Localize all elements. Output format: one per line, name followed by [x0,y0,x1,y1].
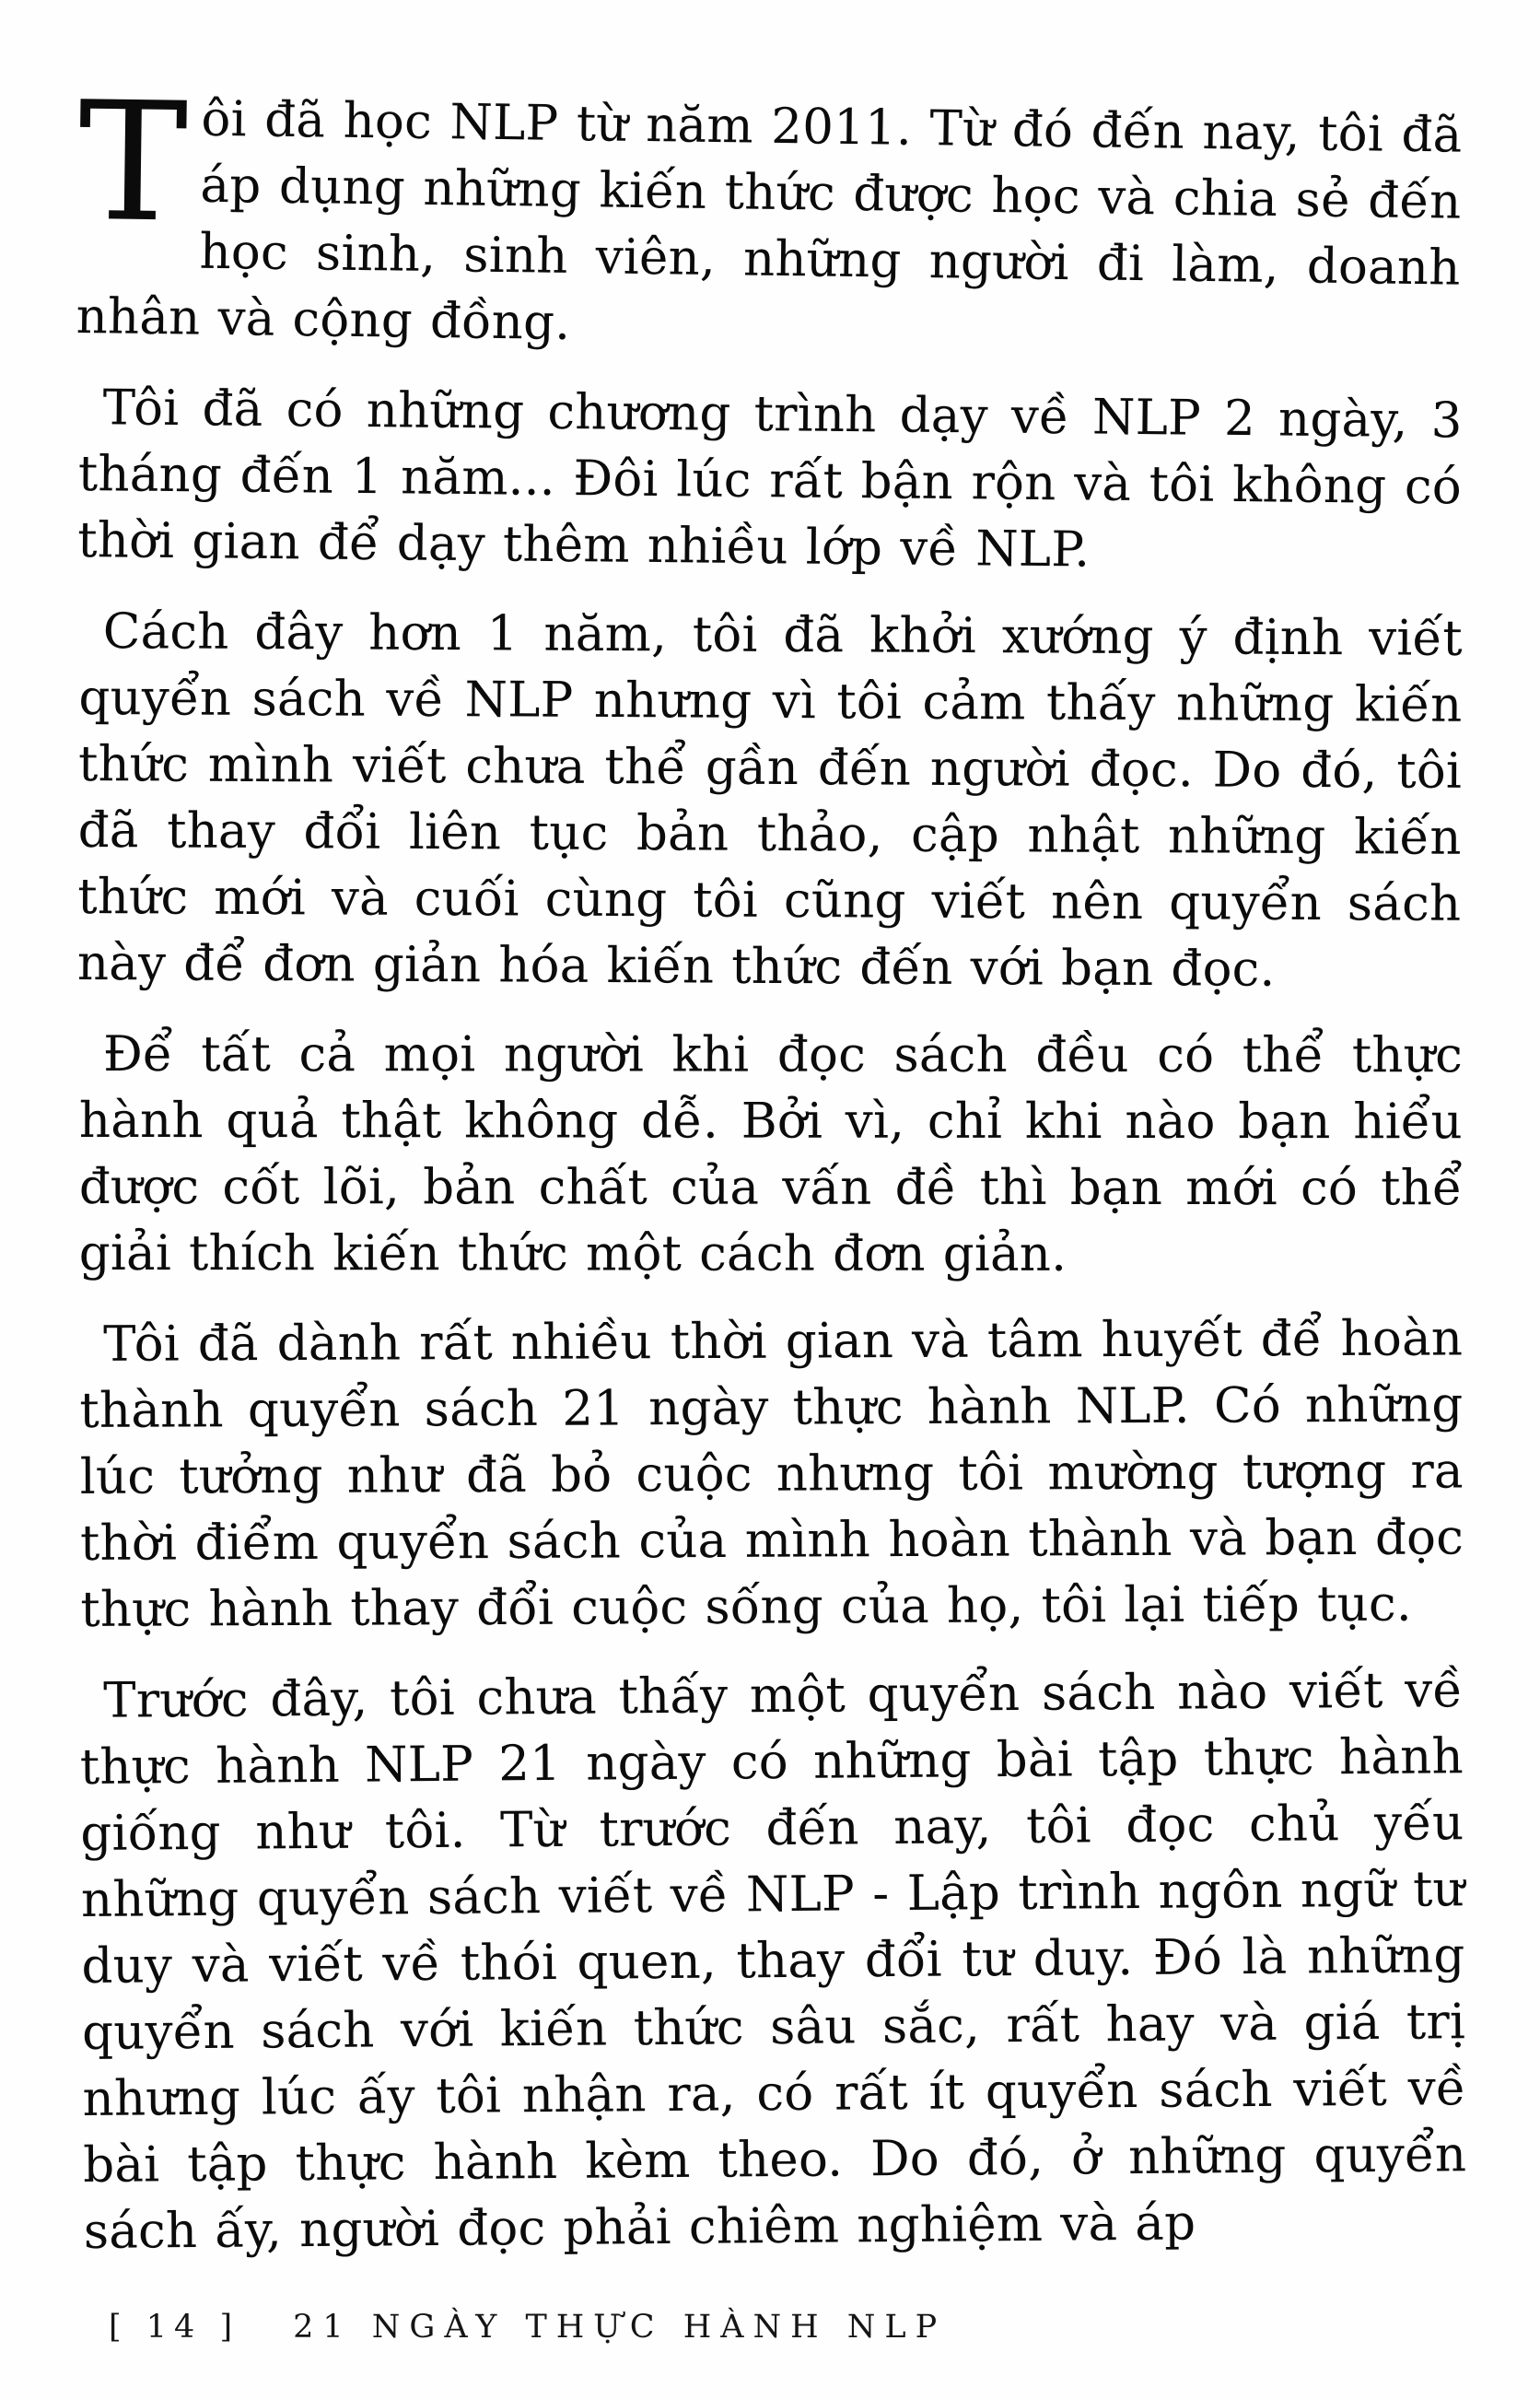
paragraph-2: Tôi đã có những chương trình dạy về NLP 2 ngày, 3 tháng đến 1 năm... Đôi lúc rất bận rộn và tôi không có thời gian để dạy thêm nhiều lớp về NLP. [76,380,1463,579]
paragraph-3: Cách đây hơn 1 năm, tôi đã khởi xướng ý định viết quyển sách về NLP nhưng vì tôi cảm thấy những kiến thức mình viết chưa thể gần đến người đọc. Do đó, tôi đã thay đổi liên tục bản thảo, cập nhật những kiến thức mới và cuối cùng tôi cũng viết nên quyển sách này để đơn giản hóa kiến thức đến với bạn đọc. [76,603,1463,998]
running-book-title: 21 NGÀY THỰC HÀNH NLP [293,2309,947,2346]
page-body-text [76,66,1467,2290]
page-number: [ 14 ] [109,2309,240,2346]
page-footer [109,2309,946,2346]
paragraph-4: Để tất cả mọi người khi đọc sách đều có thể thực hành quả thật không dễ. Bởi vì, chỉ khi nào bạn hiểu được cốt lõi, bản chất của vấn đề thì bạn mới có thể giải thích kiến thức một cách đơn giản. [78,1026,1463,1282]
dropcap-letter: T [76,66,190,259]
paragraph-1 [76,66,1463,369]
paragraph-6: Trước đây, tôi chưa thấy một quyển sách nào viết về thực hành NLP 21 ngày có những bài tập thực hành giống như tôi. Từ trước đến nay, tôi đọc chủ yếu những quyển sách viết về NLP - Lập trình ngôn ngữ tư duy và viết về thói quen, thay đổi tư duy. Đó là những quyển sách với kiến thức sâu sắc, rất hay và giá trị nhưng lúc ấy tôi nhận ra, có rất ít quyển sách viết về bài tập thực hành kèm theo. Do đó, ở những quyển sách ấy, người đọc phải chiêm nghiệm và áp [79,1662,1467,2260]
paragraph-1-text: ôi đã học NLP từ năm 2011. Từ đó đến nay, tôi đã áp dụng những kiến thức được học và chia sẻ đến học sinh, sinh viên, những người đi làm, doanh nhân và cộng đồng. [76,90,1463,351]
paragraph-5: Tôi đã dành rất nhiều thời gian và tâm huyết để hoàn thành quyển sách 21 ngày thực hành NLP. Có những lúc tưởng như đã bỏ cuộc nhưng tôi mường tượng ra thời điểm quyển sách của mình hoàn thành và bạn đọc thực hành thay đổi cuộc sống của họ, tôi lại tiếp tục. [79,1310,1464,1638]
